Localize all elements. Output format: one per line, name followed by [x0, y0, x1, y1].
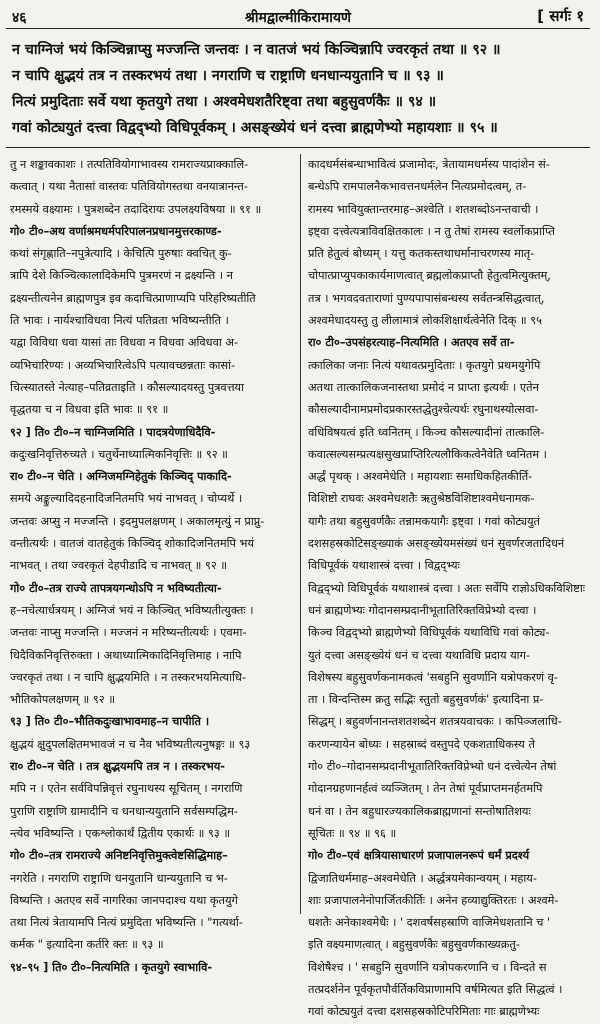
commentary-line: तत्र । भगवदवताराणां पुण्यपापासंबन्धस्य सर्वतन्त्रसिद्धत्वात्,	[308, 291, 545, 305]
commentary-line: जन्तवः अप्सु न मज्जन्ति । इदमुपलक्षणम् । अकालमृत्युं न प्राप्नु-	[10, 514, 265, 528]
commentary-line: विद्वद्भ्यो विधिपूर्वकं यथाशास्त्रं दत्त्वा । अतः सर्वेपि राज्ञोऽधिकविशिष्टाः	[308, 581, 586, 595]
commentary-line: गो० टी०–तत्र रामराज्ये अनिष्टनिवृत्तिमुक्त्वेष्टसिद्धिमाह–	[10, 849, 228, 863]
commentary-line: अश्वमेधादयस्तु तु लीलामात्रं लोकशिक्षार्थत्वेनेति दिक् ॥ ९५	[308, 314, 542, 328]
commentary-line: कादधर्मसंबन्धाभावित्वं प्रजामोदः, त्रेतायामधर्मस्य पादांशेन सं-	[308, 158, 550, 171]
commentary-line: त्रापि देशे किञ्चित्कालादिकेमपि पुत्रमरणं न द्रक्ष्यन्ति । न	[10, 269, 233, 283]
commentary-line: रा० टी०–न चेति । तत्र क्षुद्भयमपि तत्र न । तस्करभय-	[10, 760, 225, 774]
commentary-line: सिद्धम् । बहुवर्णनानन्तशतशब्देन शतत्रयवाचकः । कपिञ्जलाधि-	[308, 715, 562, 729]
commentary-line: तु न शङ्कावकाशः । तत्पतिवियोगाभावस्य रामराज्यप्राक्कालि-	[10, 158, 249, 171]
commentary-line: वधिविषयत्वं इति ध्वनितम् । किञ्च कौसल्यादीनां तात्कालि-	[308, 425, 545, 439]
commentary-line: इति वक्ष्यमाणत्वात् । बहुसुवर्णकैः बहुसुवर्णकाख्यक्रतु-	[308, 938, 520, 952]
commentary-line: समये अङ्कुल्यादिदहनादिजनितमपि भयं नाभवत् । चोप्यर्थे ।	[10, 492, 243, 506]
verse-line: नित्यं प्रमुदिताः सर्वे यथा कृतयुगे तथा । अश्वमेधशतैरिष्ट्वा तथा बहुसुवर्णकैः ॥ ९४ ॥	[12, 94, 437, 110]
commentary-line: यद्वा विविधा धवा यासां ताः विधवा न विधवा अविधवा अ-	[10, 336, 239, 350]
commentary-line: धनं ब्राह्मणेभ्यः गोदानसम्प्रदानीभूतातिरिक्तविप्रेभ्यो दत्त्वा ।	[308, 603, 537, 617]
commentary-line: विशेषैश्च । ' सबहुनि सुवर्णानि यत्रोपकरणानि च । विन्दते स	[308, 960, 547, 974]
commentary-line: क्षुद्भयं क्षुदुपलक्षितमभावजं न च नैव भविष्यतीत्यनुषङ्गः ॥ ९३	[10, 737, 251, 751]
commentary-line: चोपात्प्राप्युपकाकार्यमाणत्वात् ब्रह्मलोकप्राप्तौ हेतुत्वमित्युक्तम्,	[308, 269, 551, 283]
verse-line: न चाग्निजं भयं किञ्चिन्नाप्सु मज्जन्ति जन्तवः । न वातजं भयं किञ्चिन्नापि ज्वरकृतं तथा ॥ ९२ ॥	[12, 42, 501, 58]
commentary-line: सूचितः ॥ ९४ ॥ ९६ ॥	[308, 826, 397, 840]
verse-block	[6, 37, 590, 148]
commentary-line: कथां संगृह्णाति–नपुत्रेत्यादि । केचित्पि पुरुषाः क्वचित् कु-	[10, 247, 232, 261]
commentary-line: गोदानग्रहणानर्हत्वं व्यञ्जितम् । तेन तेषां पूर्वप्राप्तमनर्हतमपि	[308, 782, 543, 796]
commentary-line: इष्ट्वा दत्त्वेत्यत्राविवक्षितकालः । न तु तेषां रामस्य स्वर्लोकप्राप्ति	[308, 224, 555, 238]
commentary-line: नाभवत् । तथा ज्वरकृतं देहपीडादि च नाभवत् ॥ ९२ ॥	[10, 559, 228, 573]
commentary-line: तत्प्रदर्शनेन पूर्वकृतपौर्वर्तिकविप्राणामपि वर्षमित्यत इति सिद्धत्वं ।	[308, 982, 563, 996]
commentary-line: प्रति हेतुत्वं बोध्यम् । यत्तु कतकस्तथाधर्मानाचरणस्य मातृ-	[308, 247, 535, 261]
commentary-line: रा० टी०–न चेति । अग्निजमग्निहेतुकं किञ्चिद् पाकादि-	[10, 470, 232, 484]
commentary-line: वन्तीत्यर्थः । वातजं वातहेतुकं किञ्चिद् शोकादिजनितमपि भयं	[10, 537, 255, 551]
commentary-line: रामस्य भावियुक्तान्तरमाह–अश्वेति । शतशब्दोऽनन्तवाची ।	[308, 202, 539, 216]
column-divider	[300, 154, 301, 914]
verse-line: न चापि क्षुद्भयं तत्र न तस्करभयं तथा । नगराणि च राष्ट्राणि धनधान्ययुतानि च ॥ ९३ ॥	[12, 68, 444, 84]
commentary-line: ९४–९५ ] ति० टी०–नित्यमिति । कृतयुगे स्वाभावि-	[10, 960, 213, 974]
commentary-line: अर्द्धं पृथक् । अश्वमेधेति । महायशाः समाधिकहितकीर्ति-	[308, 470, 533, 484]
sarga-label: [ सर्गः १	[537, 7, 584, 25]
commentary-line: बन्धेऽपि रामपालनैकभावत्तनधर्मलेन नित्यप्रमोदत्वम्, त-	[308, 180, 527, 194]
commentary-line: जन्तवः नाप्सु मज्जन्ति । मज्जनं न मरिष्यन्तीत्यर्थः । एवमा-	[10, 626, 247, 640]
commentary-line: द्विजातिधर्ममाह–अश्वमेधेति । अर्द्धत्रयमेकान्वयम् । महाय-	[308, 871, 537, 885]
commentary-line: ९३ ] ति० टी०–भौतिकदुःखाभावमाह–न चापीति ।	[10, 715, 210, 729]
commentary-line: किञ्च विद्वद्भ्यो ब्राह्मणेभ्यो विधिपूर्वकं यथाविधि गवां कोट्य-	[308, 626, 550, 640]
page-number: ४६	[12, 10, 27, 26]
commentary-line: ज्वरकृतं तथा । न चापि क्षुद्भयमिति । न तस्करभयमित्याधि-	[10, 670, 246, 684]
commentary-line: गवां कोट्ययुतं दत्त्वा दशसहस्रकोटिपरिमिताः गाः ब्राह्मणेभ्यः	[308, 1005, 540, 1019]
commentary-line: रा० टी०–उपसंहरत्याह–नित्यमिति । अतएव सर्वे ता-	[308, 336, 515, 350]
commentary-line: तथा नित्यं त्रेतायामपि नित्यं प्रमुदिता भविष्यन्ति । "गत्यर्था-	[10, 916, 243, 930]
commentary-line: धिदैविकनिवृत्तिरुक्ता । अथाध्यात्मिकादिनिवृत्तिमाह । नापि	[10, 648, 242, 662]
commentary-line: अतथा तात्कालिकजनास्तथा प्रमोदं न प्राप्ता इत्यर्थः । एतेन	[308, 380, 539, 394]
commentary-line: भौतिकोपलक्षणम् ॥ ९२ ॥	[10, 693, 115, 707]
commentary-line: व्यभिचारिण्यः । अव्यभिचारित्वेऽपि पत्यावच्छन्नताः कासां-	[10, 358, 236, 372]
commentary-line: गो० टी०–तत्र राज्ये तापत्रयगन्धोऽपि न भविष्यतीत्या-	[10, 581, 222, 595]
commentary-line: कौसल्यादीनामप्रमोदप्रकारस्तद्धेतुश्चेत्यर्थः रघुनाथस्योत्सवा-	[308, 403, 539, 417]
commentary-line: शाः प्रजापालनेनोपार्जितकीर्तिः । अनेन हव्याद्युक्तिरतः । अश्वमे-	[308, 893, 559, 907]
commentary-line: कत्वात् । यथा नैतासां वास्तवः पतिवियोगस्तथा वनयात्रानन्त-	[10, 180, 248, 194]
commentary-line: कदुःखनिवृत्तिरुच्यते । चतुर्थेनाध्यात्मिकनिवृत्तिः ॥ ९२ ॥	[10, 447, 228, 461]
commentary-line: दशसहस्रकोटिसङ्ख्याकं असङ्ख्येयमसंख्यं धनं सुवर्णरजतादिधनं	[308, 537, 565, 551]
commentary-line: द्रक्ष्यन्तीत्यनेन ब्राह्मणपुत्र इव कदाचित्प्राणाप्यपि परिहरिष्यतीति	[10, 291, 256, 305]
commentary-columns	[6, 154, 590, 1019]
page-header	[6, 6, 590, 29]
commentary-line: गो० टी०–गोदानसम्प्रदानीभूतातिरिक्तविप्रेभ्यो धनं दत्त्वेत्येन तेषां	[308, 760, 557, 774]
commentary-line: रमस्मये वक्ष्यामः । पुत्रशब्देन तदादिरायः उपलक्ष्यविषया ॥ ९१ ॥	[10, 202, 262, 216]
commentary-line: ह–नचेत्यार्धत्रयम् । अग्निजं भयं न किञ्चित् भविष्यतीत्युक्तः ।	[10, 603, 254, 617]
verse-line: गवां कोट्ययुतं दत्त्वा विद्वद्भ्यो विधिपूर्वकम् । असङ्ख्येयं धनं दत्त्वा ब्राह्मणेभ्यो महायशाः ॥ ९५ ॥	[12, 120, 498, 136]
commentary-line: विशेषस्य बहुसुवर्णकनामकत्वं 'सबहुनि सुवर्णानि यत्रोपकरणं वृ-	[308, 670, 558, 684]
commentary-line: विष्यन्ति । अतएव सर्वे नागरिका जानपदाश्च यथा कृतयुगे	[10, 893, 238, 907]
commentary-line: धनं वा । तेन बहुधारज्यकालिकब्राह्मणानां सन्तोषातिशयः	[308, 804, 531, 818]
commentary-line: गो० टी०–एवं क्षत्रियासाधारणं प्रजापालनरूपं धर्मं प्रदर्श्य	[308, 849, 530, 863]
commentary-line: ९२ ] ति० टी०–न चाग्निजमिति । पादत्रयेणाधिदैवि-	[10, 425, 216, 439]
commentary-line: वृद्धतया च न विधवा इति भावः ॥ ९१ ॥	[10, 403, 169, 417]
commentary-line: पुराणि राष्ट्राणि ग्रामादीनि च धनधान्ययुतानि सर्वसम्पद्धिम-	[10, 804, 238, 818]
commentary-line: न्त्येव भविष्यन्ति । एकश्लोकार्थं द्वितीय एकार्थः ॥ ९३ ॥	[10, 826, 231, 840]
commentary-line: ति भावः । नार्यश्चाविधवा नित्यं पतिव्रता भविष्यन्तीति ।	[10, 314, 229, 328]
commentary-line: कर्मक " इत्यादिना कर्तरि क्तः ॥ ९३ ॥	[10, 938, 164, 952]
commentary-line: करणन्यायेन बोध्यः । सहस्राब्दं वस्तुपदे एकशताधिकस्य ते	[308, 737, 535, 751]
commentary-line: मपि न । एतेन सर्वविपन्निवृत्तं रघुनाथस्य सूचितम् । नगराणि	[10, 782, 243, 796]
commentary-line: युतं दत्त्वा असङ्ख्येयं धनं च दत्त्वा यथाविधि प्रदाय याग-	[308, 648, 531, 662]
commentary-line: विधिपूर्वकं यथाशास्त्रं दत्त्वा । विद्वद्भ्यः	[308, 559, 460, 573]
commentary-line: गो० टी०–अथ वर्णाश्रमधर्मपरिपालनप्रधानमुत्तरकाण्ड-	[10, 224, 222, 238]
commentary-left-column	[10, 154, 294, 974]
commentary-line: धशतैः अनेकाश्वमेधैः । ' दशवर्षसहस्राणि वाजिमेधशतानि च '	[308, 916, 551, 930]
commentary-line: त्कालिका जनाः नित्यं यथावत्प्रमुदिताः । कृतयुगे प्रथमयुगेपि	[308, 358, 541, 372]
commentary-line: नगरेति । नगराणि राष्ट्राणि धनयुतानि धान्ययुतानि च भ-	[10, 871, 228, 885]
commentary-line: ता । विन्दन्तिस्म क्रतु सद्भिः स्तुतो बहुसुवर्णकं' इत्यादिना प्र-	[308, 693, 544, 707]
commentary-line: चित्स्यातस्ते नेत्याह–पतिव्रताइति । कौसल्यादयस्तु पुत्रवत्तया	[10, 380, 244, 394]
commentary-line: विशिष्टो राघवः अश्वमेधशतैः ऋतुश्रेष्ठविशिष्टाश्वमेधनामक-	[308, 492, 535, 506]
commentary-line: यागैः तथा बहुसुवर्णकैः तन्नामकयागैः इष्ट्वा । गवां कोट्ययुतं	[308, 514, 540, 528]
commentary-line: कवात्सल्यसम्प्रत्यक्षसुखप्राप्तिरित्यलौकिकत्वेनैवेति ध्वनितम ।	[308, 447, 547, 461]
commentary-right-column	[308, 154, 592, 1019]
page-title: श्रीमद्वाल्मीकिरामायणे	[244, 10, 352, 26]
